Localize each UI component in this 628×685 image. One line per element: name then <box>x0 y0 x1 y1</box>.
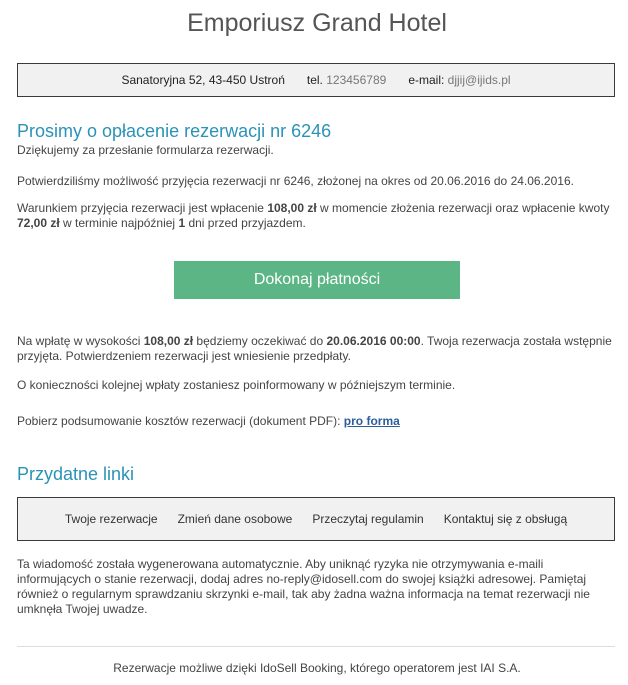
cond-part-2: w momencie złożenia rezerwacji oraz wpłacenie kwoty <box>316 201 610 215</box>
wait-text <box>17 334 613 364</box>
wait-amount: 108,00 zł <box>143 334 194 348</box>
useful-links-box <box>17 497 615 541</box>
link-read-terms[interactable]: Przeczytaj regulamin <box>312 512 424 526</box>
hotel-title: Emporiusz Grand Hotel <box>187 9 447 37</box>
auto-notice: Ta wiadomość została wygenerowana automatycznie. Aby uniknąć ryzyka nie otrzymywania e-maili informujących o stanie rezerwacji, dodaj adres no-reply@idosell.com do swojej książki adresowej. Pamiętaj również o regularnym sprawdzaniu skrzynki e-mail, tak aby żadna ważna informacja na temat rezerwacji nie umknęła Twojej uwadze. <box>17 557 590 616</box>
wait-part-2: będziemy oczekiwać do <box>193 334 327 348</box>
cond-part-1: Warunkiem przyjęcia rezerwacji jest wpłacenie <box>17 201 268 215</box>
email-value[interactable]: djjij@ijids.pl <box>447 73 511 87</box>
cond-days: 1 <box>178 216 186 230</box>
hotel-address: Sanatoryjna 52, 43-450 Ustroń <box>121 73 285 87</box>
wait-part-1: Na wpłatę w wysokości <box>17 334 144 348</box>
contact-box <box>17 63 615 97</box>
pay-button[interactable]: Dokonaj płatności <box>174 261 460 299</box>
pro-forma-link[interactable]: pro forma <box>343 414 400 428</box>
cond-amount-1: 108,00 zł <box>267 201 317 215</box>
condition-text <box>17 201 613 231</box>
next-payment-text: O konieczności kolejnej wpłaty zostaniesz poinformowany w późniejszym terminie. <box>17 378 456 392</box>
wait-date: 20.06.2016 00:00 <box>326 334 421 348</box>
email-label: e-mail: <box>408 73 445 87</box>
confirm-text: Potwierdziliśmy możliwość przyjęcia rezerwacji nr 6246, złożonej na okres od 20.06.2016 do 24.06.2016. <box>17 174 574 188</box>
thanks-text: Dziękujemy za przesłanie formularza rezerwacji. <box>17 143 274 157</box>
link-your-reservations[interactable]: Twoje rezerwacje <box>64 512 158 526</box>
payment-heading: Prosimy o opłacenie rezerwacji nr 6246 <box>17 121 332 141</box>
cond-part-3: w terminie najpóźniej <box>59 216 179 230</box>
wait-part-3: . Twoja rezerwacja została wstępnie przyjęta. Potwierdzeniem rezerwacji jest wniesienie przedpłaty. <box>17 334 612 363</box>
footer-text: Rezerwacje możliwe dzięki IdoSell Booking, którego operatorem jest IAI S.A. <box>113 661 521 675</box>
link-contact-support[interactable]: Kontaktuj się z obsługą <box>443 512 568 526</box>
links-heading: Przydatne linki <box>17 464 135 484</box>
pdf-text <box>17 414 613 429</box>
pdf-label: Pobierz podsumowanie kosztów rezerwacji (dokument PDF): <box>17 414 344 428</box>
cond-amount-2: 72,00 zł <box>17 216 60 230</box>
link-change-personal-data[interactable]: Zmień dane osobowe <box>177 512 293 526</box>
cond-part-4: dni przed przyjazdem. <box>185 216 306 230</box>
tel-label: tel. <box>306 73 323 87</box>
tel-value[interactable]: 123456789 <box>326 73 387 87</box>
footer-divider <box>17 646 615 647</box>
